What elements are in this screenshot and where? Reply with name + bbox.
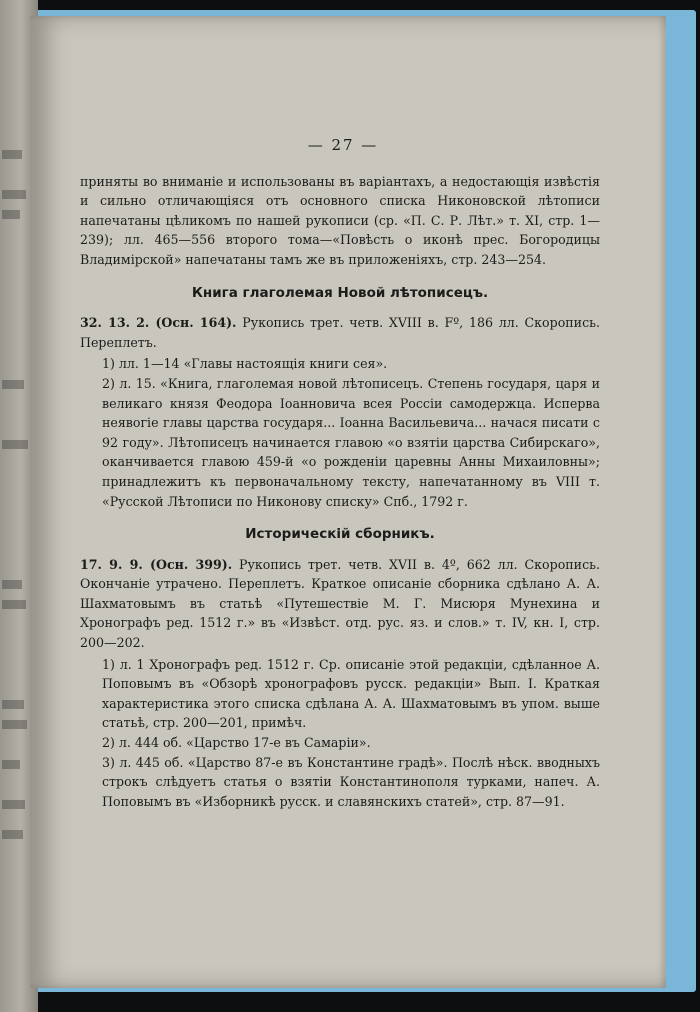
entry-description: Рукопись трет. четв. XVII в. 4º, 662 лл. Скоропись. Окончаніе утрачено. Переплетъ. Краткое описаніе сборника сдѣлано А. А. Шахматовымъ въ статьѣ «Путешествіе М. Г. Мисюря Мунехина и Хронографъ ред. 1512 г.» въ «Извѣст. отд. рус. яз. и слов.» т. IV, кн. I, стр. 200—202.	[80, 556, 600, 651]
page-number: — 27 —	[307, 136, 379, 154]
section-heading-historical-collection: Историческій сборникъ.	[245, 526, 435, 543]
intro-paragraph: приняты во вниманіе и использованы въ варіантахъ, а недостающія извѣстія и сильно отличающіяся отъ основного списка Никоновской лѣтописи напечатаны цѣликомъ по нашей рукописи (ср. «П. С. Р. Лѣт.» т. XI, стр. 1—239); лл. 465—556 второго тома—«Повѣсть о иконѣ прес. Богородицы Владимірской» напечатаны тамъ же въ приложеніяхъ, стр. 243—254.	[80, 173, 600, 267]
section-heading-new-chronicler: Книга глаголемая Новой лѣтописецъ.	[191, 284, 489, 301]
entry-description: Рукопись трет. четв. XVIII в. Fº, 186 лл. Скоропись. Переплетъ.	[80, 315, 600, 350]
list-item: 2) л. 15. «Книга, глаголемая новой лѣтописецъ. Степень государя, царя и великаго князя Феодора Іоанновича всея Россіи самодержца. Исперва неявогіе главы царства государя... Іоанна Васильевича... начася писати с 92 году». Лѣтописецъ начинается главою «о взятіи царства Сибирскаго», оканчивается главою 459-й «о рожденіи царевны Анны Михаиловны»; принадлежитъ къ первоначальному тексту, напечатанному въ VIII т. «Русской Лѣтописи по Никонову списку» Спб., 1792 г.	[102, 375, 600, 509]
page-content	[80, 136, 600, 811]
entry-signature: 32. 13. 2. (Осн. 164).	[80, 315, 237, 331]
manuscript-entry-32-13-2	[80, 313, 600, 352]
list-item: 3) л. 445 об. «Царство 87-е въ Константине градѣ». Послѣ нѣск. вводныхъ строкъ слѣдуетъ статья о взятіи Константинополя турками, напеч. А. Поповымъ въ «Изборникѣ русск. и славянскихъ статей», стр. 87—91.	[102, 754, 600, 809]
entry-signature: 17. 9. 9. (Осн. 399).	[80, 556, 233, 572]
manuscript-entry-17-9-9	[80, 555, 600, 653]
list-item: 1) л. 1 Хронографъ ред. 1512 г. Ср. описаніе этой редакціи, сдѣланное А. Поповымъ въ «Обзорѣ хронографовъ русск. редакціи» Вып. I. Краткая характеристика этого списка сдѣлана А. А. Шахматовымъ въ упом. выше статьѣ, стр. 200—201, примѣч.	[102, 656, 600, 731]
list-item: 1) лл. 1—14 «Главы настоящія книги сея».	[102, 356, 388, 372]
list-item: 2) л. 444 об. «Царство 17-е въ Самаріи».	[102, 735, 371, 751]
